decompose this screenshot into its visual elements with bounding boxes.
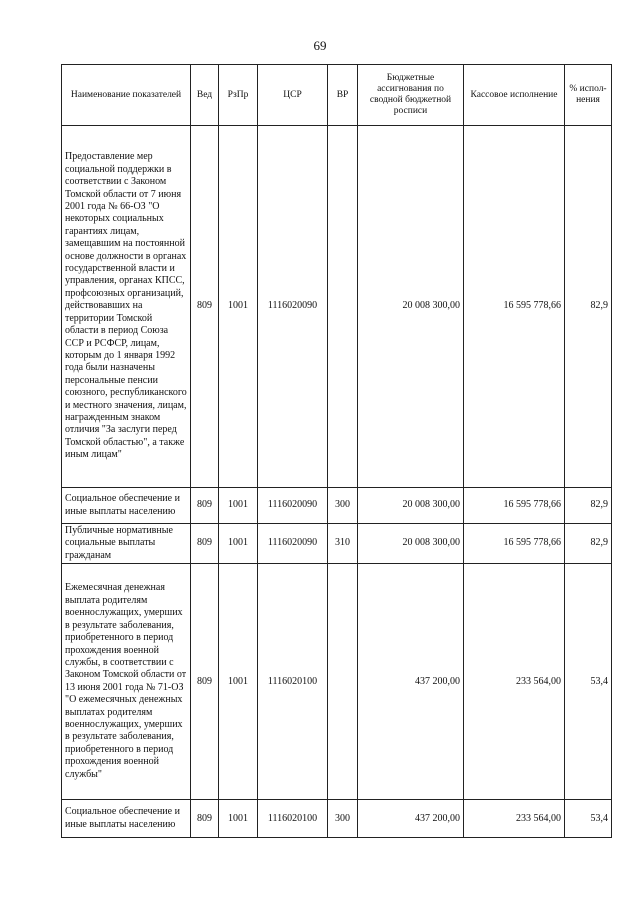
row-percent: 53,4 <box>565 800 612 838</box>
row-ved: 809 <box>191 564 219 800</box>
row-vr: 300 <box>328 488 358 524</box>
row-ved: 809 <box>191 126 219 488</box>
row-name: Социальное обеспечение и иные выплаты населению <box>65 493 180 517</box>
row-ved: 809 <box>191 524 219 564</box>
row-cash: 233 564,00 <box>464 564 565 800</box>
row-csr: 1116020100 <box>258 564 328 800</box>
row-vr <box>328 564 358 800</box>
row-cash: 16 595 778,66 <box>464 126 565 488</box>
row-ved: 809 <box>191 488 219 524</box>
row-percent: 82,9 <box>565 488 612 524</box>
row-name: Публичные нормативные социальные выплаты гражданам <box>65 525 173 561</box>
header-rzpr: РзПр <box>219 65 258 126</box>
row-csr: 1116020090 <box>258 488 328 524</box>
header-csr: ЦСР <box>258 65 328 126</box>
row-name: Ежемесячная денежная выплата родителям военнослужащих, умерших в результате заболевания, приобретенного в период прохождения военной службы, в соответствии с Законом Томской области от 13 июня 2001 года № 71-ОЗ "О ежемесячных денежных выплатах родителям военнослужащих, умерших в результате заболевания, приобретенного в период прохождения военной службы" <box>65 582 187 780</box>
header-percent: % испол-нения <box>565 65 612 126</box>
header-budget: Бюджетные ассигнования по сводной бюджетной росписи <box>358 65 464 126</box>
page-number: 69 <box>313 38 327 53</box>
row-percent: 82,9 <box>565 126 612 488</box>
row-name: Предоставление мер социальной поддержки в соответствии с Законом Томской области от 7 июня 2001 года № 66-ОЗ "О некоторых социальных гарантиях лицам, замещавшим на постоянной основе должности в органах государственной власти и управления, органах КПСС, профсоюзных организаций, действовавших на территории Томской области в период Союза ССР и РСФСР, лицам, которым до 1 января 1992 года были назначены персональные пенсии союзного, республиканского и местного значения, лицам, награжденным знаком отличия "За заслуги перед Томской областью", а также иным лицам" <box>65 151 187 461</box>
row-budget: 20 008 300,00 <box>358 488 464 524</box>
row-vr: 300 <box>328 800 358 838</box>
table-row <box>62 488 612 524</box>
row-vr: 310 <box>328 524 358 564</box>
table-row <box>62 564 612 800</box>
row-name: Социальное обеспечение и иные выплаты населению <box>65 806 180 830</box>
table-row <box>62 800 612 838</box>
row-rzpr: 1001 <box>219 564 258 800</box>
row-cash: 233 564,00 <box>464 800 565 838</box>
row-csr: 1116020100 <box>258 800 328 838</box>
row-budget: 437 200,00 <box>358 564 464 800</box>
row-rzpr: 1001 <box>219 488 258 524</box>
row-budget: 20 008 300,00 <box>358 126 464 488</box>
row-rzpr: 1001 <box>219 126 258 488</box>
row-name-cell <box>62 488 191 524</box>
row-rzpr: 1001 <box>219 524 258 564</box>
row-name-cell <box>62 524 191 564</box>
row-name-cell <box>62 800 191 838</box>
header-name: Наименование показателей <box>62 65 191 126</box>
row-ved: 809 <box>191 800 219 838</box>
row-budget: 20 008 300,00 <box>358 524 464 564</box>
header-cash: Кассовое исполнение <box>464 65 565 126</box>
budget-execution-table <box>61 64 612 838</box>
row-rzpr: 1001 <box>219 800 258 838</box>
row-budget: 437 200,00 <box>358 800 464 838</box>
header-row <box>62 65 612 126</box>
row-name-cell <box>62 564 191 800</box>
row-csr: 1116020090 <box>258 126 328 488</box>
row-csr: 1116020090 <box>258 524 328 564</box>
row-cash: 16 595 778,66 <box>464 488 565 524</box>
header-vr: ВР <box>328 65 358 126</box>
table-row <box>62 126 612 488</box>
table-row <box>62 524 612 564</box>
row-vr <box>328 126 358 488</box>
row-cash: 16 595 778,66 <box>464 524 565 564</box>
row-percent: 82,9 <box>565 524 612 564</box>
header-ved: Вед <box>191 65 219 126</box>
table-header <box>62 65 612 126</box>
table-body <box>62 126 612 838</box>
row-name-cell <box>62 126 191 488</box>
row-percent: 53,4 <box>565 564 612 800</box>
